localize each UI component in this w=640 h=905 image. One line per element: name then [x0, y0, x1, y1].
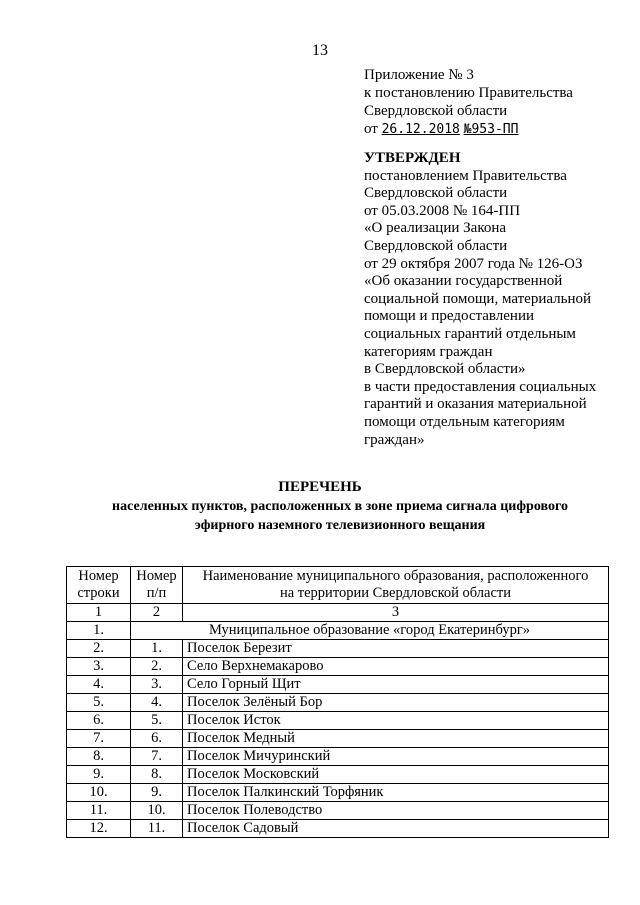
row-number: 10.: [67, 784, 131, 802]
approved-line: «О реализации Закона: [364, 220, 507, 237]
approved-line: «Об оказании государственной: [364, 273, 563, 290]
item-number: 4.: [131, 694, 183, 712]
row-number: 12.: [67, 820, 131, 838]
approved-line: граждан»: [364, 431, 425, 448]
table-row: [67, 820, 609, 838]
row-number: 5.: [67, 694, 131, 712]
row-number: 3.: [67, 658, 131, 676]
subtitle-line-1: населенных пунктов, расположенных в зоне приема сигнала цифрового: [112, 499, 568, 514]
table-row: [67, 784, 609, 802]
settlement-name: Поселок Садовый: [183, 820, 609, 838]
item-number: 2.: [131, 658, 183, 676]
table-row: [67, 640, 609, 658]
settlement-name: Поселок Палкинский Торфяник: [183, 784, 609, 802]
approved-heading: УТВЕРЖДЕН: [364, 150, 461, 166]
approved-line: от 29 октября 2007 года № 126-ОЗ: [364, 255, 583, 272]
approved-line: помощи отдельным категориям: [364, 413, 565, 430]
appendix-date-line: [364, 120, 573, 139]
approved-block: [364, 150, 624, 449]
row-number: 4.: [67, 676, 131, 694]
table-row: [67, 802, 609, 820]
column-number: 1: [67, 604, 131, 622]
header-cell-text: Номер: [78, 568, 119, 584]
header-row-number: [67, 567, 131, 604]
appendix-number: №953-ПП: [463, 122, 519, 137]
table-row: [67, 766, 609, 784]
approved-line: социальной помощи, материальной: [364, 290, 592, 307]
header-item-number: [131, 567, 183, 604]
appendix-line-2: к постановлению Правительства: [364, 85, 573, 101]
document-subtitle: [60, 497, 620, 535]
table-row: [67, 748, 609, 766]
table-row: [67, 712, 609, 730]
municipality-name: Муниципальное образование «город Екатеринбург»: [131, 622, 609, 640]
settlements-table: [66, 566, 609, 838]
header-cell-text: Номер: [136, 568, 177, 584]
appendix-line-1: Приложение № 3: [364, 67, 474, 83]
approved-line: социальных гарантий отдельным: [364, 325, 576, 342]
item-number: 7.: [131, 748, 183, 766]
settlement-name: Село Горный Щит: [183, 676, 609, 694]
subtitle-line-2: эфирного наземного телевизионного вещания: [194, 518, 486, 533]
document-title: ПЕРЕЧЕНЬ: [278, 479, 362, 495]
item-number: 3.: [131, 676, 183, 694]
settlement-name: Поселок Мичуринский: [183, 748, 609, 766]
table-row: [67, 658, 609, 676]
item-number: 10.: [131, 802, 183, 820]
settlement-name: Село Верхнемакарово: [183, 658, 609, 676]
settlement-name: Поселок Исток: [183, 712, 609, 730]
settlement-name: Поселок Медный: [183, 730, 609, 748]
header-cell-text: строки: [77, 585, 120, 601]
row-number: 2.: [67, 640, 131, 658]
approved-line: категориям граждан: [364, 343, 493, 360]
item-number: 11.: [131, 820, 183, 838]
approved-line: постановлением Правительства: [364, 167, 567, 184]
page-number: 13: [312, 42, 328, 59]
settlement-name: Поселок Березит: [183, 640, 609, 658]
approved-line: помощи и предоставлении: [364, 308, 534, 325]
row-number: 8.: [67, 748, 131, 766]
appendix-block: [364, 66, 573, 139]
row-number: 11.: [67, 802, 131, 820]
column-number: 2: [131, 604, 183, 622]
settlement-name: Поселок Полеводство: [183, 802, 609, 820]
table-row: [67, 694, 609, 712]
row-number: 9.: [67, 766, 131, 784]
approved-line: Свердловской области: [364, 237, 508, 254]
item-number: 1.: [131, 640, 183, 658]
item-number: 6.: [131, 730, 183, 748]
appendix-date: 26.12.2018: [381, 122, 460, 137]
column-numbers-row: [67, 604, 609, 622]
table-row: [67, 730, 609, 748]
header-cell-text: Наименование муниципального образования, расположенного: [202, 568, 589, 584]
settlement-name: Поселок Московский: [183, 766, 609, 784]
item-number: 5.: [131, 712, 183, 730]
appendix-date-prefix: от: [364, 121, 378, 137]
settlement-name: Поселок Зелёный Бор: [183, 694, 609, 712]
appendix-line-3: Свердловской области: [364, 103, 508, 119]
approved-line: от 05.03.2008 № 164-ПП: [364, 202, 521, 219]
table-row: [67, 676, 609, 694]
column-number: 3: [183, 604, 609, 622]
approved-line: Свердловской области: [364, 185, 508, 202]
row-number: 1.: [67, 622, 131, 640]
row-number: 6.: [67, 712, 131, 730]
header-cell-text: п/п: [146, 585, 167, 601]
approved-line: гарантий и оказания материальной: [364, 396, 587, 413]
header-name: [183, 567, 609, 604]
approved-line: в части предоставления социальных: [364, 378, 597, 395]
header-cell-text: на территории Свердловской области: [279, 585, 512, 601]
item-number: 9.: [131, 784, 183, 802]
table-header-row: [67, 567, 609, 604]
item-number: 8.: [131, 766, 183, 784]
group-row: [67, 622, 609, 640]
row-number: 7.: [67, 730, 131, 748]
approved-line: в Свердловской области»: [364, 361, 526, 378]
